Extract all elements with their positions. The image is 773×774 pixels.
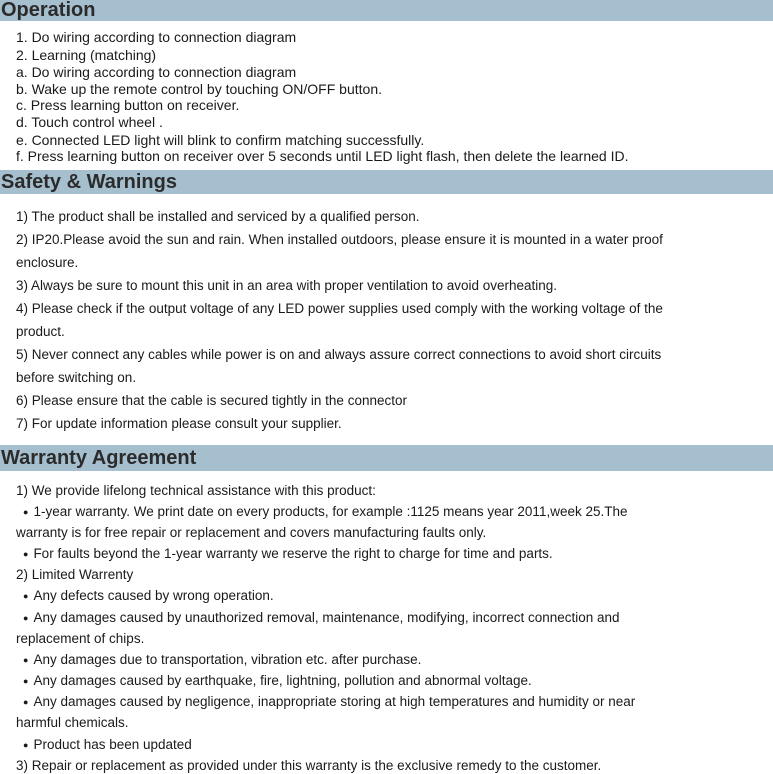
warranty-bullet: ● Any damages due to transportation, vibration etc. after purchase.: [23, 653, 421, 667]
safety-line: 7) For update information please consult your supplier.: [16, 416, 342, 431]
operation-item: 2. Learning (matching): [16, 47, 157, 63]
warranty-header: [0, 445, 773, 471]
operation-item: f. Press learning button on receiver over 5 seconds until LED light flash, then delete the learned ID.: [16, 148, 629, 164]
warranty-line: 2) Limited Warrenty: [16, 567, 134, 582]
safety-line: 1) The product shall be installed and serviced by a qualified person.: [16, 209, 420, 224]
warranty-line: replacement of chips.: [16, 631, 145, 646]
warranty-line: 3) Repair or replacement as provided under this warranty is the exclusive remedy to the customer.: [16, 758, 602, 773]
warranty-line: harmful chemicals.: [16, 715, 129, 730]
safety-title: Safety & Warnings: [1, 171, 177, 193]
warranty-bullet: ● Any damages caused by earthquake, fire, lightning, pollution and abnormal voltage.: [23, 674, 532, 688]
safety-line: 4) Please check if the output voltage of any LED power supplies used comply with the working voltage of the: [16, 301, 663, 316]
safety-header: [0, 170, 773, 194]
operation-item: c. Press learning button on receiver.: [16, 97, 240, 113]
safety-line: before switching on.: [16, 370, 137, 385]
safety-line: 5) Never connect any cables while power is on and always assure correct connections to avoid short circuits: [16, 347, 662, 362]
safety-line: 3) Always be sure to mount this unit in an area with proper ventilation to avoid overheating.: [16, 278, 558, 293]
warranty-bullet: ● Any damages caused by negligence, inappropriate storing at high temperatures and humidity or near: [23, 695, 635, 709]
warranty-bullet: ● For faults beyond the 1-year warranty we reserve the right to charge for time and parts.: [23, 547, 553, 561]
warranty-bullet: ● 1-year warranty. We print date on every products, for example :1125 means year 2011,week 25.The: [23, 505, 628, 519]
operation-item: b. Wake up the remote control by touching ON/OFF button.: [16, 81, 382, 97]
operation-item: d. Touch control wheel .: [16, 114, 163, 130]
operation-title: Operation: [1, 0, 96, 21]
warranty-line: warranty is for free repair or replacement and covers manufacturing faults only.: [16, 525, 487, 540]
safety-line: 2) IP20.Please avoid the sun and rain. When installed outdoors, please ensure it is mounted in a water proof: [16, 232, 663, 247]
warranty-bullet: ● Any defects caused by wrong operation.: [23, 589, 274, 603]
warranty-title: Warranty Agreement: [1, 447, 197, 469]
safety-line: 6) Please ensure that the cable is secured tightly in the connector: [16, 393, 407, 408]
warranty-line: 1) We provide lifelong technical assistance with this product:: [16, 483, 376, 498]
warranty-bullet: ● Product has been updated: [23, 738, 192, 752]
operation-item: a. Do wiring according to connection diagram: [16, 64, 297, 80]
operation-item: e. Connected LED light will blink to confirm matching successfully.: [16, 132, 425, 148]
safety-line: product.: [16, 324, 65, 339]
warranty-bullet: ● Any damages caused by unauthorized removal, maintenance, modifying, incorrect connection and: [23, 611, 620, 625]
operation-item: 1. Do wiring according to connection diagram: [16, 29, 297, 45]
safety-line: enclosure.: [16, 255, 79, 270]
operation-header: [0, 0, 773, 21]
